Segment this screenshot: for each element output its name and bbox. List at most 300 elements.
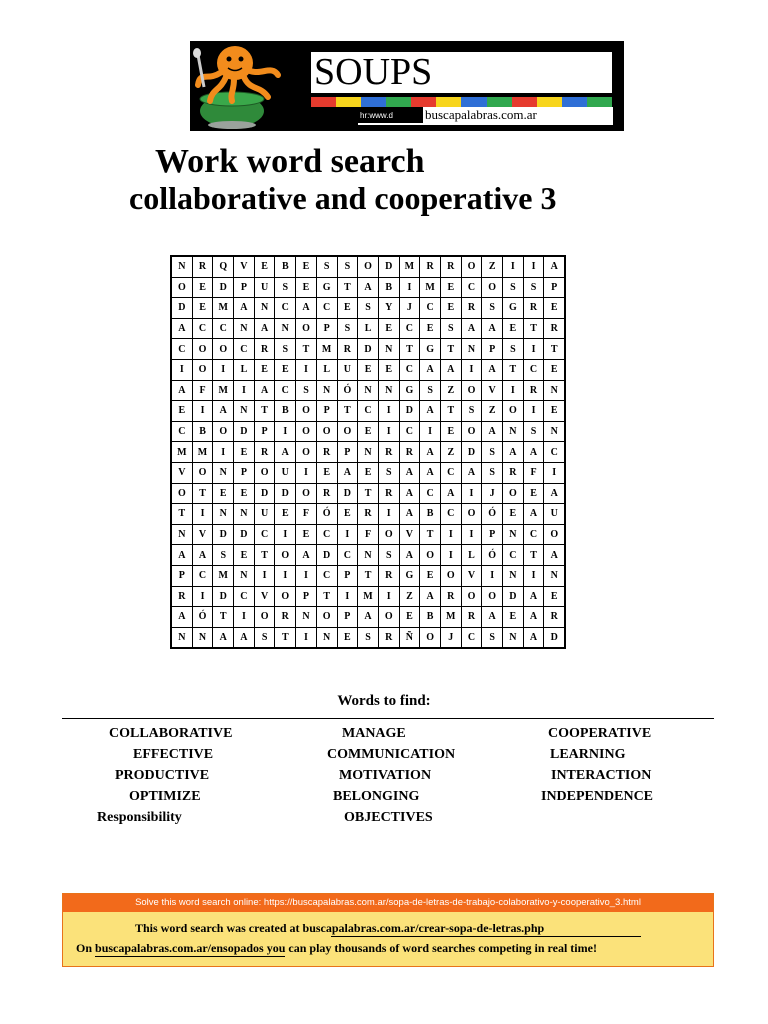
grid-cell[interactable]: E	[358, 359, 379, 380]
grid-cell[interactable]: A	[482, 318, 503, 339]
grid-cell[interactable]: O	[420, 545, 441, 566]
grid-cell[interactable]: E	[275, 504, 296, 525]
grid-cell[interactable]: I	[523, 565, 544, 586]
grid-cell[interactable]: Z	[440, 442, 461, 463]
grid-cell[interactable]: T	[254, 545, 275, 566]
grid-cell[interactable]: D	[461, 442, 482, 463]
grid-cell[interactable]: O	[503, 483, 524, 504]
grid-cell[interactable]: O	[316, 421, 337, 442]
grid-cell[interactable]: C	[461, 277, 482, 298]
grid-cell[interactable]: P	[544, 277, 565, 298]
grid-cell[interactable]: R	[399, 442, 420, 463]
grid-cell[interactable]: O	[213, 421, 234, 442]
grid-cell[interactable]: M	[420, 277, 441, 298]
grid-cell[interactable]: O	[192, 359, 213, 380]
grid-cell[interactable]: R	[503, 462, 524, 483]
grid-cell[interactable]: S	[503, 277, 524, 298]
grid-cell[interactable]: L	[358, 318, 379, 339]
grid-cell[interactable]: N	[213, 504, 234, 525]
grid-cell[interactable]: A	[399, 462, 420, 483]
grid-cell[interactable]: E	[440, 298, 461, 319]
grid-cell[interactable]: N	[192, 627, 213, 648]
grid-cell[interactable]: P	[482, 339, 503, 360]
grid-cell[interactable]: D	[337, 483, 358, 504]
grid-cell[interactable]: R	[461, 298, 482, 319]
grid-cell[interactable]: I	[296, 627, 317, 648]
grid-cell[interactable]: C	[234, 339, 255, 360]
grid-cell[interactable]: E	[420, 565, 441, 586]
grid-cell[interactable]: E	[399, 607, 420, 628]
grid-cell[interactable]: J	[399, 298, 420, 319]
grid-cell[interactable]: E	[544, 359, 565, 380]
grid-cell[interactable]: N	[171, 524, 192, 545]
grid-cell[interactable]: E	[440, 277, 461, 298]
grid-cell[interactable]: I	[378, 401, 399, 422]
grid-cell[interactable]: S	[358, 298, 379, 319]
grid-cell[interactable]: F	[523, 462, 544, 483]
grid-cell[interactable]: O	[420, 627, 441, 648]
grid-cell[interactable]: E	[254, 256, 275, 277]
grid-cell[interactable]: T	[254, 401, 275, 422]
grid-cell[interactable]: C	[192, 318, 213, 339]
grid-cell[interactable]: R	[275, 607, 296, 628]
grid-cell[interactable]: Ñ	[399, 627, 420, 648]
grid-cell[interactable]: T	[399, 339, 420, 360]
grid-cell[interactable]: S	[420, 380, 441, 401]
grid-cell[interactable]: S	[254, 627, 275, 648]
grid-cell[interactable]: O	[171, 483, 192, 504]
grid-cell[interactable]: A	[440, 483, 461, 504]
grid-cell[interactable]: I	[337, 524, 358, 545]
grid-cell[interactable]: P	[234, 277, 255, 298]
grid-cell[interactable]: S	[482, 442, 503, 463]
grid-cell[interactable]: E	[358, 462, 379, 483]
grid-cell[interactable]: R	[378, 483, 399, 504]
grid-cell[interactable]: O	[461, 504, 482, 525]
grid-cell[interactable]: A	[544, 545, 565, 566]
grid-cell[interactable]: A	[461, 462, 482, 483]
grid-cell[interactable]: N	[544, 565, 565, 586]
grid-cell[interactable]: I	[399, 277, 420, 298]
grid-cell[interactable]: O	[296, 318, 317, 339]
grid-cell[interactable]: T	[337, 277, 358, 298]
grid-cell[interactable]: T	[171, 504, 192, 525]
grid-cell[interactable]: A	[399, 504, 420, 525]
grid-cell[interactable]: Ó	[192, 607, 213, 628]
grid-cell[interactable]: A	[523, 627, 544, 648]
grid-cell[interactable]: M	[399, 256, 420, 277]
grid-cell[interactable]: O	[296, 483, 317, 504]
grid-cell[interactable]: I	[254, 565, 275, 586]
grid-cell[interactable]: I	[213, 442, 234, 463]
grid-cell[interactable]: C	[171, 339, 192, 360]
grid-cell[interactable]: B	[275, 256, 296, 277]
grid-cell[interactable]: E	[503, 318, 524, 339]
grid-cell[interactable]: E	[440, 421, 461, 442]
grid-cell[interactable]: I	[234, 380, 255, 401]
grid-cell[interactable]: O	[213, 339, 234, 360]
grid-cell[interactable]: G	[420, 339, 441, 360]
grid-cell[interactable]: N	[378, 339, 399, 360]
grid-cell[interactable]: T	[358, 565, 379, 586]
grid-cell[interactable]: E	[275, 359, 296, 380]
grid-cell[interactable]: I	[337, 586, 358, 607]
grid-cell[interactable]: E	[234, 483, 255, 504]
grid-cell[interactable]: V	[254, 586, 275, 607]
grid-cell[interactable]: U	[254, 277, 275, 298]
grid-cell[interactable]: M	[358, 586, 379, 607]
grid-cell[interactable]: P	[296, 586, 317, 607]
grid-cell[interactable]: L	[316, 359, 337, 380]
grid-cell[interactable]: O	[296, 401, 317, 422]
grid-cell[interactable]: O	[254, 462, 275, 483]
grid-cell[interactable]: N	[316, 380, 337, 401]
grid-cell[interactable]: C	[316, 524, 337, 545]
grid-cell[interactable]: T	[275, 627, 296, 648]
grid-cell[interactable]: T	[440, 401, 461, 422]
grid-cell[interactable]: A	[213, 627, 234, 648]
grid-cell[interactable]: I	[192, 504, 213, 525]
grid-cell[interactable]: A	[337, 462, 358, 483]
grid-cell[interactable]: O	[316, 607, 337, 628]
grid-cell[interactable]: J	[482, 483, 503, 504]
grid-cell[interactable]: O	[503, 401, 524, 422]
grid-cell[interactable]: Ó	[316, 504, 337, 525]
grid-cell[interactable]: E	[337, 298, 358, 319]
grid-cell[interactable]: N	[358, 442, 379, 463]
grid-cell[interactable]: N	[503, 421, 524, 442]
grid-cell[interactable]: L	[461, 545, 482, 566]
grid-cell[interactable]: N	[275, 318, 296, 339]
grid-cell[interactable]: I	[440, 524, 461, 545]
grid-cell[interactable]: O	[461, 421, 482, 442]
grid-cell[interactable]: I	[275, 524, 296, 545]
grid-cell[interactable]: P	[316, 318, 337, 339]
grid-cell[interactable]: N	[171, 627, 192, 648]
grid-cell[interactable]: A	[523, 607, 544, 628]
grid-cell[interactable]: O	[337, 421, 358, 442]
grid-cell[interactable]: T	[440, 339, 461, 360]
grid-cell[interactable]: A	[503, 442, 524, 463]
grid-cell[interactable]: C	[503, 545, 524, 566]
grid-cell[interactable]: R	[544, 318, 565, 339]
grid-cell[interactable]: N	[213, 462, 234, 483]
grid-cell[interactable]: C	[358, 401, 379, 422]
grid-cell[interactable]: O	[254, 607, 275, 628]
grid-cell[interactable]: A	[482, 607, 503, 628]
grid-cell[interactable]: U	[254, 504, 275, 525]
grid-cell[interactable]: R	[316, 442, 337, 463]
grid-cell[interactable]: O	[482, 586, 503, 607]
grid-cell[interactable]: P	[337, 607, 358, 628]
grid-cell[interactable]: G	[316, 277, 337, 298]
grid-cell[interactable]: O	[275, 586, 296, 607]
grid-cell[interactable]: A	[213, 401, 234, 422]
grid-cell[interactable]: E	[358, 421, 379, 442]
grid-cell[interactable]: N	[358, 380, 379, 401]
grid-cell[interactable]: C	[461, 627, 482, 648]
grid-cell[interactable]: E	[171, 401, 192, 422]
grid-cell[interactable]: I	[523, 256, 544, 277]
grid-cell[interactable]: R	[378, 627, 399, 648]
grid-cell[interactable]: R	[316, 483, 337, 504]
grid-cell[interactable]: C	[399, 318, 420, 339]
grid-cell[interactable]: C	[399, 421, 420, 442]
grid-cell[interactable]: C	[192, 565, 213, 586]
grid-cell[interactable]: T	[358, 483, 379, 504]
grid-cell[interactable]: R	[461, 607, 482, 628]
grid-cell[interactable]: C	[316, 565, 337, 586]
ensopados-link[interactable]: buscapalabras.com.ar/ensopados you	[95, 941, 286, 955]
grid-cell[interactable]: R	[378, 442, 399, 463]
grid-cell[interactable]: M	[316, 339, 337, 360]
grid-cell[interactable]: E	[296, 277, 317, 298]
grid-cell[interactable]: O	[440, 565, 461, 586]
grid-cell[interactable]: I	[482, 565, 503, 586]
grid-cell[interactable]: D	[213, 277, 234, 298]
grid-cell[interactable]: I	[275, 565, 296, 586]
grid-cell[interactable]: A	[420, 401, 441, 422]
grid-cell[interactable]: A	[523, 504, 544, 525]
grid-cell[interactable]: M	[192, 442, 213, 463]
grid-cell[interactable]: B	[378, 277, 399, 298]
grid-cell[interactable]: I	[420, 421, 441, 442]
grid-cell[interactable]: A	[440, 359, 461, 380]
grid-cell[interactable]: C	[420, 483, 441, 504]
grid-cell[interactable]: D	[171, 298, 192, 319]
grid-cell[interactable]: T	[296, 339, 317, 360]
grid-cell[interactable]: D	[234, 421, 255, 442]
grid-cell[interactable]: V	[482, 380, 503, 401]
grid-cell[interactable]: P	[337, 442, 358, 463]
grid-cell[interactable]: T	[192, 483, 213, 504]
grid-cell[interactable]: D	[316, 545, 337, 566]
grid-cell[interactable]: E	[378, 318, 399, 339]
grid-cell[interactable]: M	[213, 565, 234, 586]
grid-cell[interactable]: N	[378, 380, 399, 401]
grid-cell[interactable]: S	[440, 318, 461, 339]
grid-cell[interactable]: N	[544, 380, 565, 401]
grid-cell[interactable]: O	[482, 277, 503, 298]
grid-cell[interactable]: S	[213, 545, 234, 566]
grid-cell[interactable]: A	[192, 545, 213, 566]
grid-cell[interactable]: C	[234, 586, 255, 607]
grid-cell[interactable]: C	[275, 298, 296, 319]
grid-cell[interactable]: N	[503, 565, 524, 586]
grid-cell[interactable]: O	[378, 607, 399, 628]
grid-cell[interactable]: Ó	[482, 545, 503, 566]
grid-cell[interactable]: S	[378, 462, 399, 483]
grid-cell[interactable]: A	[420, 442, 441, 463]
grid-cell[interactable]: C	[337, 545, 358, 566]
grid-cell[interactable]: Z	[440, 380, 461, 401]
grid-cell[interactable]: M	[440, 607, 461, 628]
grid-cell[interactable]: O	[461, 380, 482, 401]
grid-cell[interactable]: R	[171, 586, 192, 607]
grid-cell[interactable]: O	[296, 421, 317, 442]
grid-cell[interactable]: D	[503, 586, 524, 607]
grid-cell[interactable]: A	[234, 298, 255, 319]
grid-cell[interactable]: E	[337, 504, 358, 525]
grid-cell[interactable]: C	[316, 298, 337, 319]
grid-cell[interactable]: Ó	[337, 380, 358, 401]
grid-cell[interactable]: I	[192, 586, 213, 607]
grid-cell[interactable]: P	[234, 462, 255, 483]
grid-cell[interactable]: R	[523, 380, 544, 401]
grid-cell[interactable]: R	[523, 298, 544, 319]
grid-cell[interactable]: I	[461, 483, 482, 504]
grid-cell[interactable]: A	[171, 545, 192, 566]
grid-cell[interactable]: V	[234, 256, 255, 277]
grid-cell[interactable]: T	[523, 318, 544, 339]
grid-cell[interactable]: A	[461, 318, 482, 339]
grid-cell[interactable]: R	[192, 256, 213, 277]
grid-cell[interactable]: J	[440, 627, 461, 648]
grid-cell[interactable]: I	[171, 359, 192, 380]
grid-cell[interactable]: C	[440, 504, 461, 525]
grid-cell[interactable]: V	[192, 524, 213, 545]
grid-cell[interactable]: I	[378, 421, 399, 442]
grid-cell[interactable]: A	[482, 421, 503, 442]
grid-cell[interactable]: N	[503, 524, 524, 545]
grid-cell[interactable]: C	[399, 359, 420, 380]
grid-cell[interactable]: M	[171, 442, 192, 463]
grid-cell[interactable]: S	[337, 318, 358, 339]
grid-cell[interactable]: M	[213, 380, 234, 401]
grid-cell[interactable]: I	[192, 401, 213, 422]
grid-cell[interactable]: B	[420, 607, 441, 628]
grid-cell[interactable]: P	[171, 565, 192, 586]
grid-cell[interactable]: D	[399, 401, 420, 422]
grid-cell[interactable]: R	[378, 565, 399, 586]
grid-cell[interactable]: D	[275, 483, 296, 504]
grid-cell[interactable]: Ó	[482, 504, 503, 525]
grid-cell[interactable]: F	[296, 504, 317, 525]
grid-cell[interactable]: S	[482, 462, 503, 483]
grid-cell[interactable]: A	[296, 545, 317, 566]
grid-cell[interactable]: C	[171, 421, 192, 442]
grid-cell[interactable]: O	[358, 256, 379, 277]
grid-cell[interactable]: T	[316, 586, 337, 607]
grid-cell[interactable]: O	[192, 462, 213, 483]
grid-cell[interactable]: C	[213, 318, 234, 339]
grid-cell[interactable]: P	[316, 401, 337, 422]
grid-cell[interactable]: E	[544, 586, 565, 607]
grid-cell[interactable]: M	[213, 298, 234, 319]
grid-cell[interactable]: R	[254, 442, 275, 463]
grid-cell[interactable]: R	[440, 586, 461, 607]
solve-online-link[interactable]: Solve this word search online: https://buscapalabras.com.ar/sopa-de-letras-de-trabajo-colaborativo-y-cooperativo_3.html	[63, 894, 713, 912]
grid-cell[interactable]: I	[213, 359, 234, 380]
grid-cell[interactable]: E	[192, 277, 213, 298]
grid-cell[interactable]: T	[544, 339, 565, 360]
grid-cell[interactable]: N	[316, 627, 337, 648]
grid-cell[interactable]: R	[254, 339, 275, 360]
grid-cell[interactable]: E	[420, 318, 441, 339]
grid-cell[interactable]: S	[296, 380, 317, 401]
grid-cell[interactable]: E	[316, 462, 337, 483]
grid-cell[interactable]: D	[213, 524, 234, 545]
grid-cell[interactable]: N	[171, 256, 192, 277]
grid-cell[interactable]: P	[337, 565, 358, 586]
grid-cell[interactable]: T	[213, 607, 234, 628]
grid-cell[interactable]: E	[296, 256, 317, 277]
grid-cell[interactable]: O	[275, 545, 296, 566]
grid-cell[interactable]: D	[213, 586, 234, 607]
grid-cell[interactable]: O	[461, 256, 482, 277]
grid-cell[interactable]: O	[171, 277, 192, 298]
grid-cell[interactable]: A	[544, 256, 565, 277]
grid-cell[interactable]: O	[192, 339, 213, 360]
grid-cell[interactable]: E	[234, 545, 255, 566]
grid-cell[interactable]: C	[420, 298, 441, 319]
grid-cell[interactable]: A	[523, 442, 544, 463]
grid-cell[interactable]: D	[234, 524, 255, 545]
grid-cell[interactable]: E	[337, 627, 358, 648]
grid-cell[interactable]: A	[358, 277, 379, 298]
grid-cell[interactable]: C	[544, 442, 565, 463]
grid-cell[interactable]: I	[296, 462, 317, 483]
grid-cell[interactable]: N	[544, 421, 565, 442]
grid-cell[interactable]: A	[254, 318, 275, 339]
grid-cell[interactable]: S	[275, 277, 296, 298]
grid-cell[interactable]: A	[420, 359, 441, 380]
grid-cell[interactable]: I	[503, 256, 524, 277]
grid-cell[interactable]: N	[234, 318, 255, 339]
grid-cell[interactable]: E	[544, 401, 565, 422]
grid-cell[interactable]: S	[378, 545, 399, 566]
grid-cell[interactable]: U	[544, 504, 565, 525]
grid-cell[interactable]: C	[523, 359, 544, 380]
grid-cell[interactable]: A	[171, 607, 192, 628]
grid-cell[interactable]: I	[523, 401, 544, 422]
grid-cell[interactable]: N	[461, 339, 482, 360]
grid-cell[interactable]: S	[482, 627, 503, 648]
grid-cell[interactable]: C	[440, 462, 461, 483]
grid-cell[interactable]: A	[358, 607, 379, 628]
grid-cell[interactable]: N	[358, 545, 379, 566]
grid-cell[interactable]: C	[523, 524, 544, 545]
grid-cell[interactable]: V	[461, 565, 482, 586]
grid-cell[interactable]: S	[482, 298, 503, 319]
grid-cell[interactable]: I	[523, 339, 544, 360]
grid-cell[interactable]: S	[503, 339, 524, 360]
grid-cell[interactable]: O	[544, 524, 565, 545]
grid-cell[interactable]: N	[254, 298, 275, 319]
grid-cell[interactable]: B	[420, 504, 441, 525]
grid-cell[interactable]: E	[378, 359, 399, 380]
grid-cell[interactable]: I	[503, 380, 524, 401]
grid-cell[interactable]: E	[544, 298, 565, 319]
grid-cell[interactable]: I	[296, 359, 317, 380]
grid-cell[interactable]: A	[420, 586, 441, 607]
grid-cell[interactable]: F	[358, 524, 379, 545]
grid-cell[interactable]: A	[275, 442, 296, 463]
grid-cell[interactable]: A	[482, 359, 503, 380]
grid-cell[interactable]: A	[523, 586, 544, 607]
grid-cell[interactable]: I	[275, 421, 296, 442]
word-search-grid[interactable]	[170, 255, 566, 649]
grid-cell[interactable]: S	[316, 256, 337, 277]
grid-cell[interactable]: I	[234, 607, 255, 628]
grid-cell[interactable]: Z	[482, 256, 503, 277]
grid-cell[interactable]: B	[192, 421, 213, 442]
grid-cell[interactable]: R	[420, 256, 441, 277]
grid-cell[interactable]: V	[399, 524, 420, 545]
grid-cell[interactable]: N	[234, 401, 255, 422]
grid-cell[interactable]: S	[275, 339, 296, 360]
grid-cell[interactable]: N	[503, 627, 524, 648]
